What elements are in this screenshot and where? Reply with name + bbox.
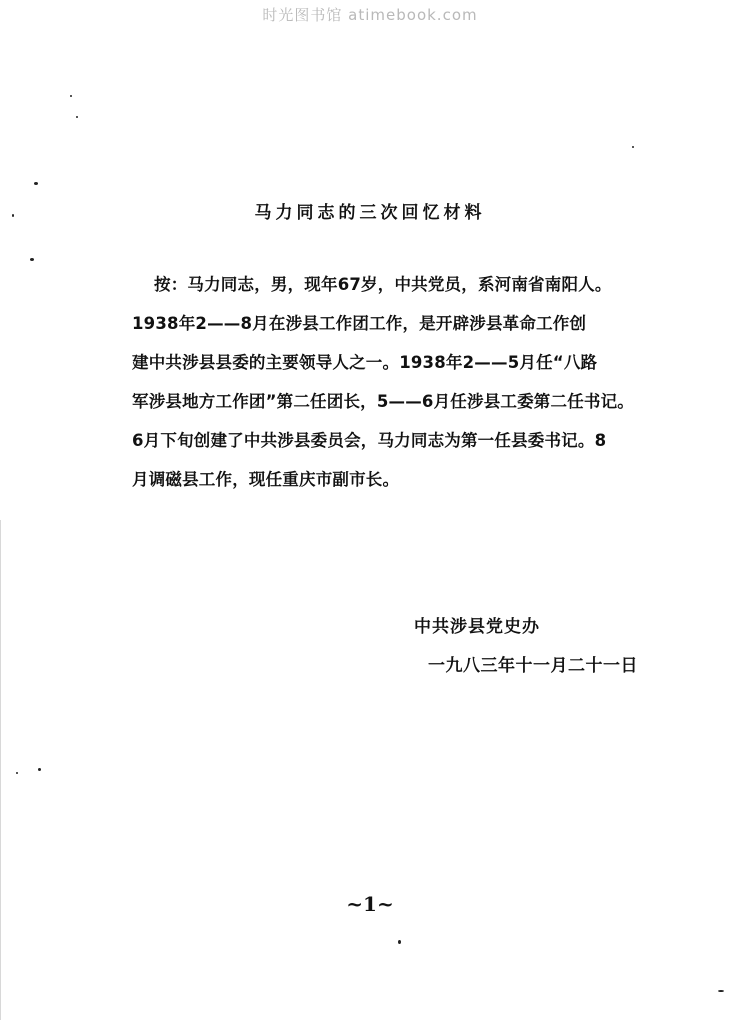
document-title: 马力同志的三次回忆材料	[254, 203, 486, 223]
scan-edge-line	[0, 520, 1, 1020]
watermark: 时光图书馆 atimebook.com	[262, 6, 478, 24]
scan-speck	[718, 990, 724, 992]
scan-speck	[34, 182, 38, 185]
body-line: 月调磁县工作，现任重庆市副市长。	[132, 470, 400, 489]
body-line: 按：马力同志，男，现年67岁，中共党员，系河南省南阳人。	[154, 275, 612, 294]
signature-date: 一九八三年十一月二十一日	[428, 656, 638, 676]
body-line: 军涉县地方工作团”第二任团长，5——6月任涉县工委第二任书记。	[132, 392, 635, 411]
scan-speck	[76, 116, 78, 118]
scan-speck	[398, 940, 401, 944]
document-body	[132, 265, 672, 499]
body-line: 1938年2——8月在涉县工作团工作，是开辟涉县革命工作创	[132, 314, 587, 333]
scan-speck	[16, 772, 18, 774]
scan-speck	[38, 768, 41, 771]
scan-speck	[70, 95, 72, 97]
signature-org: 中共涉县党史办	[414, 617, 540, 637]
page-number: ~1~	[346, 892, 394, 916]
scan-speck	[30, 258, 34, 261]
scan-speck	[632, 146, 634, 148]
body-line: 6月下旬创建了中共涉县委员会，马力同志为第一任县委书记。8	[132, 431, 607, 450]
body-line: 建中共涉县县委的主要领导人之一。1938年2——5月任“八路	[132, 353, 598, 372]
